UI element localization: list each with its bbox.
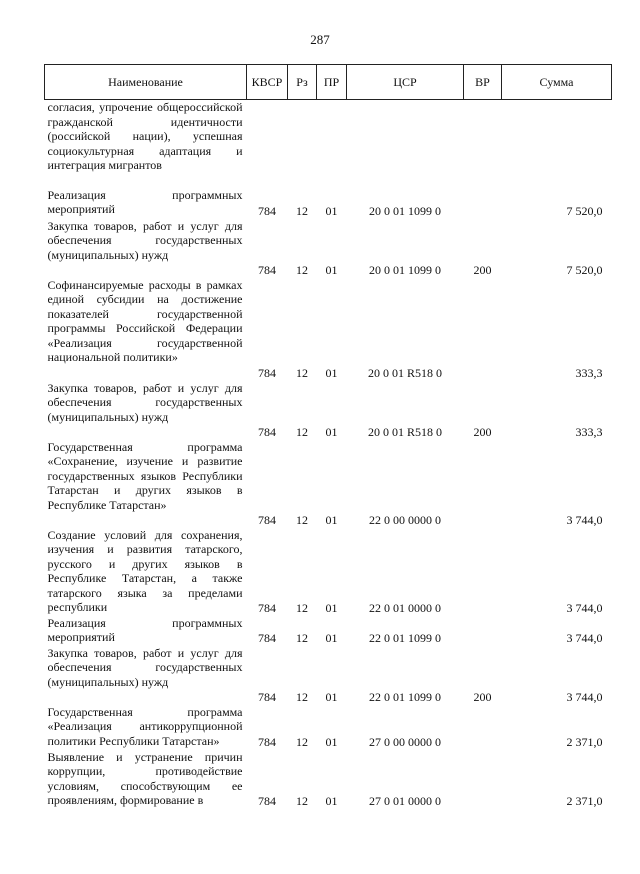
row-kvsr: 784 — [258, 512, 276, 527]
header-rz: Рз — [288, 65, 317, 100]
header-pr: ПР — [317, 65, 347, 100]
row-csr: 20 0 01 R518 0 — [367, 424, 442, 439]
table-row — [45, 528, 612, 616]
row-vr: 200 — [473, 262, 492, 277]
row-rz: 12 — [296, 203, 308, 218]
row-rz — [288, 100, 317, 188]
row-vr — [464, 278, 502, 381]
row-pr: 01 — [325, 365, 338, 380]
table-header — [45, 65, 612, 100]
row-name: Выявление и устранение причин коррупции, противодействие условиям, способствующим ее проявлениям, формирование в — [47, 749, 243, 808]
row-kvsr — [247, 100, 288, 188]
row-name: Реализация программных мероприятий — [47, 187, 243, 217]
row-name: Государственная программа «Сохранение, изучение и развитие государственных языков Республики Татарстан и других языков в Республике Татарстан» — [47, 439, 243, 512]
row-rz: 12 — [296, 689, 308, 704]
row-name: Закупка товаров, работ и услуг для обеспечения государственных (муниципальных) нужд — [47, 218, 243, 262]
row-pr: 01 — [325, 630, 338, 645]
row-csr: 27 0 00 0000 0 — [369, 734, 441, 749]
row-sum — [502, 100, 612, 188]
row-pr: 01 — [325, 203, 338, 218]
row-kvsr: 784 — [258, 203, 276, 218]
row-vr — [464, 528, 502, 616]
row-rz: 12 — [296, 630, 308, 645]
table-row — [45, 381, 612, 440]
row-rz: 12 — [296, 262, 308, 277]
table-row — [45, 616, 612, 646]
row-pr: 01 — [325, 262, 338, 277]
row-sum: 333,3 — [575, 365, 603, 380]
row-rz: 12 — [296, 600, 308, 615]
row-kvsr: 784 — [258, 600, 276, 615]
row-csr: 20 0 01 R518 0 — [367, 365, 442, 380]
row-sum: 7 520,0 — [566, 262, 603, 277]
row-sum: 3 744,0 — [566, 689, 603, 704]
row-vr: 200 — [473, 689, 492, 704]
table-row — [45, 705, 612, 750]
row-rz: 12 — [296, 424, 308, 439]
row-rz: 12 — [296, 365, 308, 380]
row-sum: 3 744,0 — [566, 600, 603, 615]
row-vr — [464, 616, 502, 646]
row-pr: 01 — [325, 512, 338, 527]
header-name: Наименование — [45, 65, 247, 100]
row-kvsr: 784 — [258, 689, 276, 704]
table-row — [45, 440, 612, 528]
header-csr: ЦСР — [347, 65, 464, 100]
header-sum: Сумма — [502, 65, 612, 100]
row-vr — [464, 750, 502, 809]
row-sum: 3 744,0 — [566, 630, 603, 645]
table-row — [45, 646, 612, 705]
row-name: Реализация программных мероприятий — [47, 615, 243, 645]
row-csr: 22 0 01 0000 0 — [369, 600, 441, 615]
row-csr: 22 0 01 1099 0 — [369, 630, 441, 645]
table-row — [45, 188, 612, 219]
row-kvsr: 784 — [258, 365, 276, 380]
row-csr: 22 0 00 0000 0 — [369, 512, 441, 527]
row-pr: 01 — [325, 734, 338, 749]
row-sum: 2 371,0 — [566, 734, 603, 749]
row-name: Создание условий для сохранения, изучения и развития татарского, русского и других языков в Республике Татарстан, а также татарского языка за пределами республики — [47, 527, 243, 615]
row-pr: 01 — [325, 793, 338, 808]
row-name: Софинансируемые расходы в рамках единой субсидии на достижение показателей государственной программы Российской Федерации «Реализация государственной национальной политики» — [47, 277, 243, 365]
row-csr — [347, 100, 464, 188]
row-vr — [464, 440, 502, 528]
row-name: согласия, упрочение общероссийской гражданской идентичности (российской нации), успешная социокультурная адаптация и интеграция мигрантов — [47, 100, 243, 173]
row-vr — [464, 705, 502, 750]
row-csr: 20 0 01 1099 0 — [369, 203, 441, 218]
row-sum: 333,3 — [575, 424, 603, 439]
row-pr: 01 — [325, 424, 338, 439]
table-row — [45, 750, 612, 809]
row-sum: 7 520,0 — [566, 203, 603, 218]
row-kvsr: 784 — [258, 262, 276, 277]
row-kvsr: 784 — [258, 630, 276, 645]
row-pr: 01 — [325, 689, 338, 704]
row-vr — [464, 188, 502, 219]
header-vr: ВР — [464, 65, 502, 100]
row-vr — [464, 100, 502, 188]
budget-table — [44, 64, 612, 809]
row-name: Государственная программа «Реализация антикоррупционной политики Республики Татарстан» — [47, 704, 243, 748]
row-csr: 27 0 01 0000 0 — [369, 793, 441, 808]
row-sum: 2 371,0 — [566, 793, 603, 808]
table-row — [45, 278, 612, 381]
row-pr — [317, 100, 347, 188]
row-csr: 22 0 01 1099 0 — [369, 689, 441, 704]
row-kvsr: 784 — [258, 734, 276, 749]
table-row — [45, 100, 612, 188]
row-name: Закупка товаров, работ и услуг для обеспечения государственных (муниципальных) нужд — [47, 380, 243, 424]
row-rz: 12 — [296, 512, 308, 527]
row-kvsr: 784 — [258, 793, 276, 808]
row-name: Закупка товаров, работ и услуг для обеспечения государственных (муниципальных) нужд — [47, 645, 243, 689]
row-pr: 01 — [325, 600, 338, 615]
row-kvsr: 784 — [258, 424, 276, 439]
row-vr: 200 — [473, 424, 492, 439]
table-row — [45, 219, 612, 278]
header-kvsr: КВСР — [247, 65, 288, 100]
page-number: 287 — [310, 32, 330, 47]
row-rz: 12 — [296, 793, 308, 808]
row-sum: 3 744,0 — [566, 512, 603, 527]
row-csr: 20 0 01 1099 0 — [369, 262, 441, 277]
row-rz: 12 — [296, 734, 308, 749]
